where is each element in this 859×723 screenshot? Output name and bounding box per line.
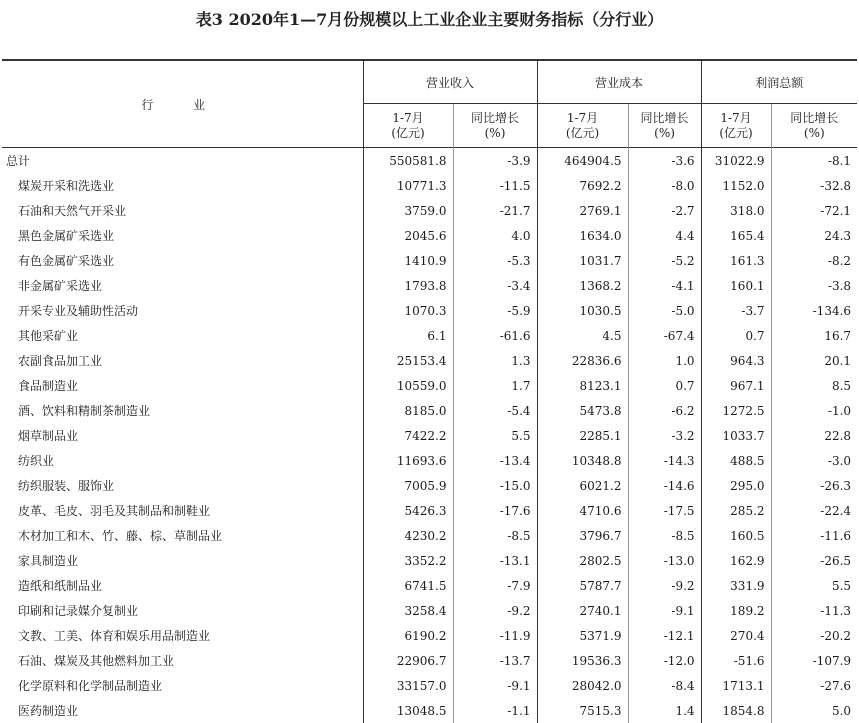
revenue-value-cell: 3352.2 (363, 548, 453, 573)
cost-growth-cell: -17.5 (628, 498, 701, 523)
profit-growth-cell: 20.1 (771, 348, 857, 373)
industry-name-cell: 纺织服装、服饰业 (2, 473, 363, 498)
profit-growth-cell: -27.6 (771, 673, 857, 698)
cost-value-cell: 2802.5 (537, 548, 628, 573)
profit-growth-cell: -72.1 (771, 198, 857, 223)
profit-value-cell: 270.4 (701, 623, 771, 648)
header-cost-value: 1-7月 (亿元) (537, 104, 628, 148)
revenue-growth-cell: -15.0 (453, 473, 537, 498)
cost-value-cell: 19536.3 (537, 648, 628, 673)
industry-name-cell: 非金属矿采选业 (2, 273, 363, 298)
header-profit-value: 1-7月 (亿元) (701, 104, 771, 148)
revenue-value-cell: 7422.2 (363, 423, 453, 448)
industry-name-cell: 化学原料和化学制品制造业 (2, 673, 363, 698)
cost-value-cell: 2769.1 (537, 198, 628, 223)
header-profit: 利润总额 (701, 60, 857, 104)
revenue-value-cell: 22906.7 (363, 648, 453, 673)
header-cost-growth: 同比增长 (%) (628, 104, 701, 148)
profit-growth-cell: -22.4 (771, 498, 857, 523)
revenue-growth-cell: -5.9 (453, 298, 537, 323)
industry-name-cell: 煤炭开采和洗选业 (2, 173, 363, 198)
profit-growth-cell: 5.5 (771, 573, 857, 598)
table-header (2, 60, 857, 148)
profit-growth-cell: -134.6 (771, 298, 857, 323)
revenue-value-cell: 1793.8 (363, 273, 453, 298)
industry-name-cell: 总计 (2, 148, 363, 174)
profit-growth-cell: -8.1 (771, 148, 857, 174)
cost-value-cell: 22836.6 (537, 348, 628, 373)
table-row-total (2, 148, 857, 174)
cost-value-cell: 7692.2 (537, 173, 628, 198)
revenue-value-cell: 6741.5 (363, 573, 453, 598)
profit-growth-cell: -11.3 (771, 598, 857, 623)
header-revenue: 营业收入 (363, 60, 537, 104)
table-row (2, 673, 857, 698)
revenue-growth-cell: -8.5 (453, 523, 537, 548)
profit-growth-cell: -26.5 (771, 548, 857, 573)
cost-growth-cell: -9.1 (628, 598, 701, 623)
revenue-growth-cell: -9.2 (453, 598, 537, 623)
industry-name-cell: 家具制造业 (2, 548, 363, 573)
table-row (2, 173, 857, 198)
table-row (2, 498, 857, 523)
revenue-growth-cell: -1.1 (453, 698, 537, 723)
profit-value-cell: 1713.1 (701, 673, 771, 698)
cost-value-cell: 2740.1 (537, 598, 628, 623)
cost-growth-cell: -3.2 (628, 423, 701, 448)
cost-growth-cell: -5.0 (628, 298, 701, 323)
cost-value-cell: 1368.2 (537, 273, 628, 298)
industry-name-cell: 其他采矿业 (2, 323, 363, 348)
cost-growth-cell: 1.4 (628, 698, 701, 723)
profit-growth-cell: -107.9 (771, 648, 857, 673)
table-row (2, 573, 857, 598)
profit-growth-cell: -26.3 (771, 473, 857, 498)
cost-value-cell: 4.5 (537, 323, 628, 348)
header-profit-growth: 同比增长 (%) (771, 104, 857, 148)
cost-growth-cell: -12.0 (628, 648, 701, 673)
industry-name-cell: 烟草制品业 (2, 423, 363, 448)
revenue-growth-cell: -21.7 (453, 198, 537, 223)
revenue-value-cell: 25153.4 (363, 348, 453, 373)
table-row (2, 398, 857, 423)
table-row (2, 448, 857, 473)
revenue-growth-cell: -13.1 (453, 548, 537, 573)
cost-value-cell: 6021.2 (537, 473, 628, 498)
revenue-growth-cell: 1.3 (453, 348, 537, 373)
revenue-growth-cell: -17.6 (453, 498, 537, 523)
cost-value-cell: 10348.8 (537, 448, 628, 473)
industry-name-cell: 皮革、毛皮、羽毛及其制品和制鞋业 (2, 498, 363, 523)
table-row (2, 323, 857, 348)
revenue-growth-cell: -13.4 (453, 448, 537, 473)
revenue-growth-cell: -61.6 (453, 323, 537, 348)
table-row (2, 698, 857, 723)
revenue-growth-cell: 4.0 (453, 223, 537, 248)
industry-name-cell: 农副食品加工业 (2, 348, 363, 373)
industry-name-cell: 文教、工美、体育和娱乐用品制造业 (2, 623, 363, 648)
profit-value-cell: 189.2 (701, 598, 771, 623)
profit-value-cell: 318.0 (701, 198, 771, 223)
cost-value-cell: 28042.0 (537, 673, 628, 698)
cost-value-cell: 4710.6 (537, 498, 628, 523)
cost-value-cell: 5371.9 (537, 623, 628, 648)
industry-name-cell: 医药制造业 (2, 698, 363, 723)
cost-growth-cell: -5.2 (628, 248, 701, 273)
revenue-value-cell: 2045.6 (363, 223, 453, 248)
cost-value-cell: 464904.5 (537, 148, 628, 174)
table-row (2, 598, 857, 623)
revenue-value-cell: 10771.3 (363, 173, 453, 198)
revenue-value-cell: 33157.0 (363, 673, 453, 698)
table-row (2, 223, 857, 248)
table-row (2, 198, 857, 223)
cost-growth-cell: -2.7 (628, 198, 701, 223)
table-row (2, 623, 857, 648)
industry-name-cell: 黑色金属矿采选业 (2, 223, 363, 248)
cost-growth-cell: -8.0 (628, 173, 701, 198)
revenue-value-cell: 13048.5 (363, 698, 453, 723)
revenue-growth-cell: -9.1 (453, 673, 537, 698)
profit-value-cell: 1152.0 (701, 173, 771, 198)
cost-growth-cell: 1.0 (628, 348, 701, 373)
cost-value-cell: 1634.0 (537, 223, 628, 248)
header-cost: 营业成本 (537, 60, 701, 104)
profit-growth-cell: -3.8 (771, 273, 857, 298)
industry-name-cell: 纺织业 (2, 448, 363, 473)
revenue-value-cell: 6190.2 (363, 623, 453, 648)
profit-growth-cell: 5.0 (771, 698, 857, 723)
profit-growth-cell: 22.8 (771, 423, 857, 448)
header-revenue-growth: 同比增长 (%) (453, 104, 537, 148)
industry-name-cell: 有色金属矿采选业 (2, 248, 363, 273)
revenue-value-cell: 3258.4 (363, 598, 453, 623)
revenue-value-cell: 8185.0 (363, 398, 453, 423)
cost-value-cell: 8123.1 (537, 373, 628, 398)
profit-growth-cell: -32.8 (771, 173, 857, 198)
profit-value-cell: 31022.9 (701, 148, 771, 174)
cost-growth-cell: -67.4 (628, 323, 701, 348)
revenue-growth-cell: -3.4 (453, 273, 537, 298)
cost-value-cell: 2285.1 (537, 423, 628, 448)
industry-name-cell: 木材加工和木、竹、藤、棕、草制品业 (2, 523, 363, 548)
table-title: 表3 2020年1—7月份规模以上工业企业主要财务指标（分行业） (0, 0, 859, 40)
table-row (2, 423, 857, 448)
cost-growth-cell: -9.2 (628, 573, 701, 598)
profit-value-cell: -3.7 (701, 298, 771, 323)
revenue-growth-cell: -5.3 (453, 248, 537, 273)
table-row (2, 473, 857, 498)
revenue-value-cell: 1070.3 (363, 298, 453, 323)
revenue-growth-cell: -7.9 (453, 573, 537, 598)
cost-growth-cell: -8.5 (628, 523, 701, 548)
profit-value-cell: 161.3 (701, 248, 771, 273)
revenue-value-cell: 550581.8 (363, 148, 453, 174)
revenue-value-cell: 1410.9 (363, 248, 453, 273)
profit-growth-cell: -11.6 (771, 523, 857, 548)
profit-value-cell: 488.5 (701, 448, 771, 473)
profit-growth-cell: 16.7 (771, 323, 857, 348)
financial-indicators-table (2, 59, 857, 723)
profit-value-cell: 162.9 (701, 548, 771, 573)
cost-value-cell: 5787.7 (537, 573, 628, 598)
revenue-value-cell: 4230.2 (363, 523, 453, 548)
profit-growth-cell: -1.0 (771, 398, 857, 423)
profit-value-cell: 160.1 (701, 273, 771, 298)
cost-growth-cell: -4.1 (628, 273, 701, 298)
profit-value-cell: -51.6 (701, 648, 771, 673)
revenue-growth-cell: -13.7 (453, 648, 537, 673)
cost-growth-cell: 4.4 (628, 223, 701, 248)
profit-growth-cell: -3.0 (771, 448, 857, 473)
industry-name-cell: 石油、煤炭及其他燃料加工业 (2, 648, 363, 673)
cost-growth-cell: -12.1 (628, 623, 701, 648)
profit-growth-cell: -20.2 (771, 623, 857, 648)
table-row (2, 348, 857, 373)
revenue-growth-cell: 5.5 (453, 423, 537, 448)
revenue-growth-cell: -11.9 (453, 623, 537, 648)
revenue-value-cell: 5426.3 (363, 498, 453, 523)
profit-value-cell: 331.9 (701, 573, 771, 598)
cost-growth-cell: -3.6 (628, 148, 701, 174)
table-row (2, 548, 857, 573)
profit-value-cell: 165.4 (701, 223, 771, 248)
revenue-value-cell: 10559.0 (363, 373, 453, 398)
cost-value-cell: 7515.3 (537, 698, 628, 723)
profit-growth-cell: -8.2 (771, 248, 857, 273)
table-row (2, 273, 857, 298)
revenue-value-cell: 6.1 (363, 323, 453, 348)
revenue-value-cell: 3759.0 (363, 198, 453, 223)
cost-growth-cell: -14.6 (628, 473, 701, 498)
cost-value-cell: 1030.5 (537, 298, 628, 323)
industry-name-cell: 酒、饮料和精制茶制造业 (2, 398, 363, 423)
revenue-growth-cell: -5.4 (453, 398, 537, 423)
industry-name-cell: 印刷和记录媒介复制业 (2, 598, 363, 623)
profit-value-cell: 285.2 (701, 498, 771, 523)
profit-value-cell: 1854.8 (701, 698, 771, 723)
profit-growth-cell: 24.3 (771, 223, 857, 248)
table-row (2, 373, 857, 398)
table-body (2, 148, 857, 723)
revenue-value-cell: 11693.6 (363, 448, 453, 473)
profit-value-cell: 964.3 (701, 348, 771, 373)
header-revenue-value: 1-7月 (亿元) (363, 104, 453, 148)
cost-value-cell: 3796.7 (537, 523, 628, 548)
industry-name-cell: 造纸和纸制品业 (2, 573, 363, 598)
table-row (2, 523, 857, 548)
industry-name-cell: 石油和天然气开采业 (2, 198, 363, 223)
industry-name-cell: 开采专业及辅助性活动 (2, 298, 363, 323)
revenue-growth-cell: -3.9 (453, 148, 537, 174)
cost-growth-cell: 0.7 (628, 373, 701, 398)
profit-value-cell: 0.7 (701, 323, 771, 348)
cost-value-cell: 5473.8 (537, 398, 628, 423)
profit-value-cell: 967.1 (701, 373, 771, 398)
cost-growth-cell: -8.4 (628, 673, 701, 698)
cost-value-cell: 1031.7 (537, 248, 628, 273)
table-row (2, 298, 857, 323)
profit-value-cell: 1272.5 (701, 398, 771, 423)
industry-name-cell: 食品制造业 (2, 373, 363, 398)
profit-value-cell: 295.0 (701, 473, 771, 498)
header-industry: 行 业 (2, 60, 363, 148)
table-row (2, 248, 857, 273)
revenue-growth-cell: -11.5 (453, 173, 537, 198)
cost-growth-cell: -14.3 (628, 448, 701, 473)
profit-value-cell: 1033.7 (701, 423, 771, 448)
table-row (2, 648, 857, 673)
cost-growth-cell: -13.0 (628, 548, 701, 573)
revenue-growth-cell: 1.7 (453, 373, 537, 398)
revenue-value-cell: 7005.9 (363, 473, 453, 498)
profit-value-cell: 160.5 (701, 523, 771, 548)
profit-growth-cell: 8.5 (771, 373, 857, 398)
cost-growth-cell: -6.2 (628, 398, 701, 423)
